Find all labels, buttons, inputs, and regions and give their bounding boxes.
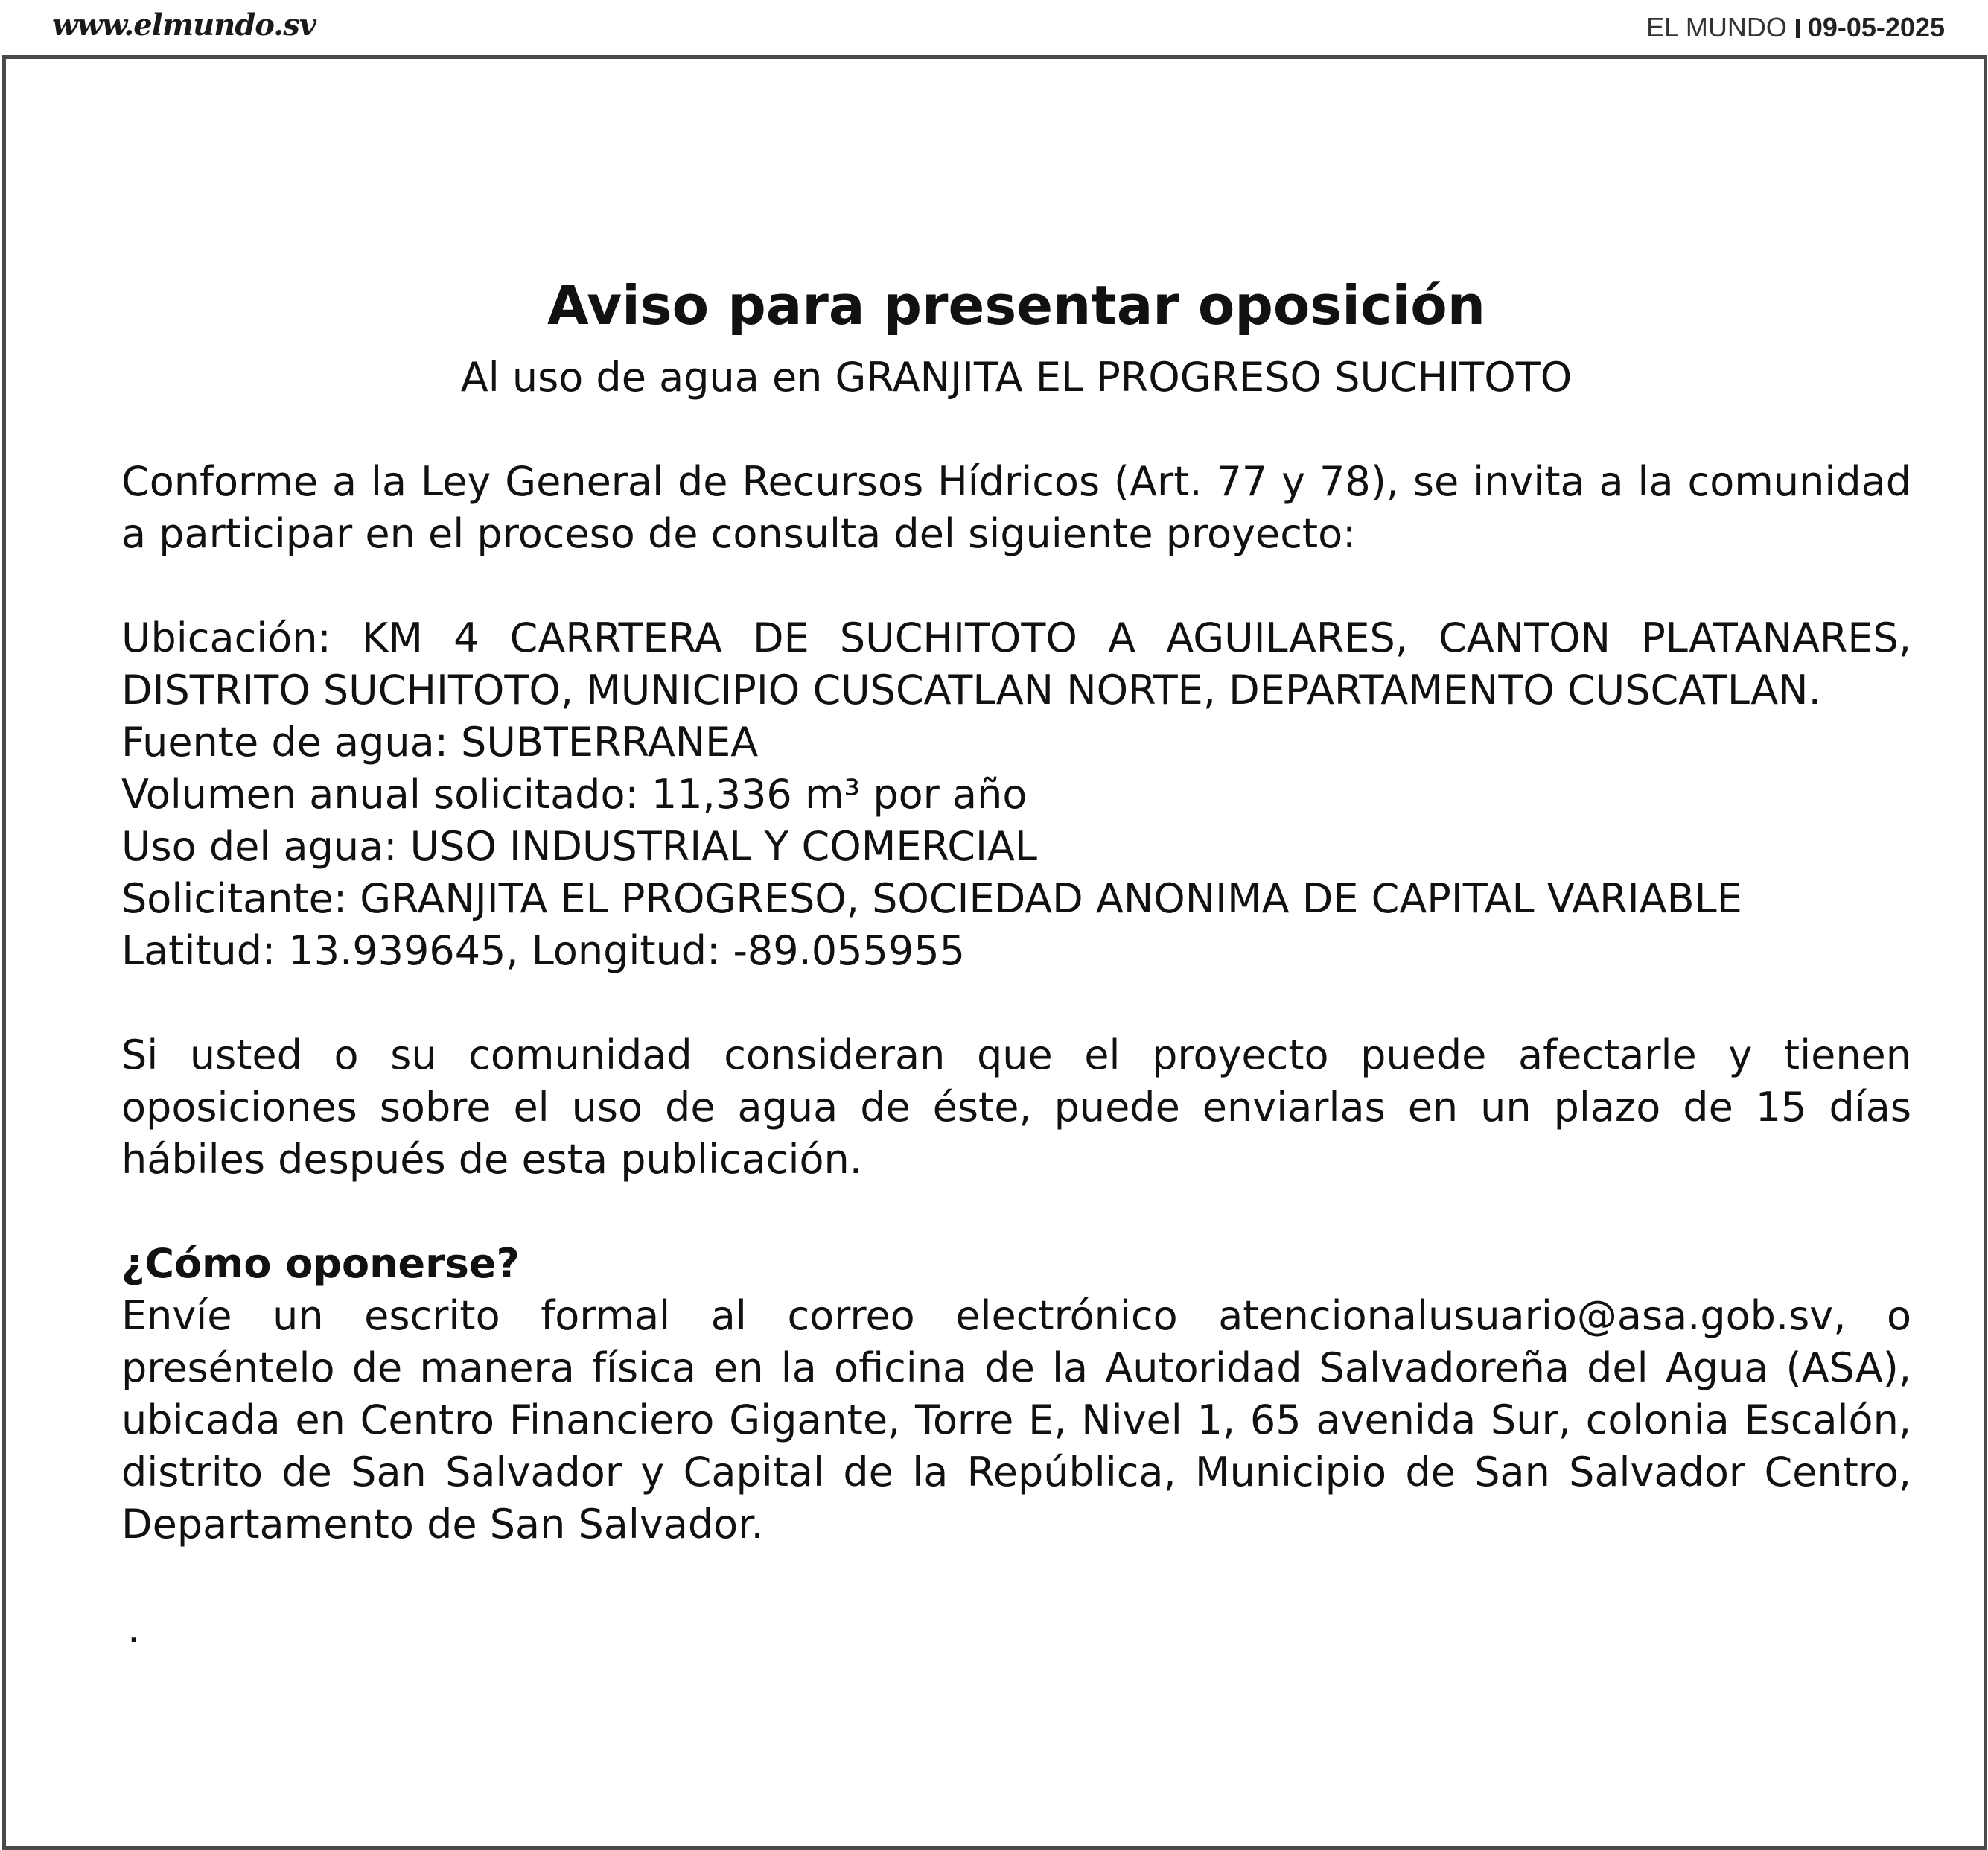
page-header: [0, 0, 1988, 55]
water-use-field: Uso del agua: USO INDUSTRIAL Y COMERCIAL: [121, 823, 1037, 870]
applicant-field: Solicitante: GRANJITA EL PROGRESO, SOCIEDAD ANONIMA DE CAPITAL VARIABLE: [121, 875, 1742, 922]
end-mark: .: [127, 1605, 141, 1652]
publication-date: 09-05-2025: [1807, 12, 1945, 42]
location-field: Ubicación: KM 4 CARRTERA DE SUCHITOTO A AGUILARES, CANTON PLATANARES, DISTRITO SUCHITOTO, MUNICIPIO CUSCATLAN NORTE, DEPARTAMENTO CUSCATLAN.: [121, 614, 1911, 713]
site-url: www.elmundo.sv: [52, 7, 316, 42]
masthead: [1646, 12, 1945, 43]
coordinates-field: Latitud: 13.939645, Longitud: -89.055955: [121, 927, 965, 974]
how-to-object-heading: ¿Cómo oponerse?: [121, 1240, 520, 1287]
spacer: [121, 977, 1911, 1029]
annual-volume-field: Volumen anual solicitado: 11,336 m³ por año: [121, 771, 1028, 818]
objection-paragraph: Si usted o su comunidad consideran que el proyecto puede afectarle y tienen oposiciones sobre el uso de agua de éste, puede enviarlas en un plazo de 15 días hábiles después de esta publicación.: [121, 1032, 1911, 1183]
water-source-field: Fuente de agua: SUBTERRANEA: [121, 719, 759, 766]
notice-subtitle: Al uso de agua en GRANJITA EL PROGRESO SUCHITOTO: [460, 354, 1573, 401]
notice-body: [121, 268, 1911, 1655]
spacer: [121, 1551, 1911, 1603]
spacer: [121, 1186, 1911, 1238]
publication-name: EL MUNDO: [1646, 12, 1787, 42]
masthead-divider: [1796, 19, 1800, 38]
notice-title: Aviso para presentar oposición: [547, 274, 1485, 337]
intro-paragraph: Conforme a la Ley General de Recursos Hídricos (Art. 77 y 78), se invita a la comunidad a participar en el proceso de consulta del siguiente proyecto:: [121, 458, 1911, 557]
spacer: [121, 560, 1911, 612]
spacer: [121, 404, 1911, 456]
how-to-object-paragraph: Envíe un escrito formal al correo electrónico atencionalusuario@asa.gob.sv, o preséntelo de manera física en la oficina de la Autoridad Salvadoreña del Agua (ASA), ubicada en Centro Financiero Gigante, Torre E, Nivel 1, 65 avenida Sur, colonia Escalón, distrito de San Salvador y Capital de la República, Municipio de San Salvador Centro, Departamento de San Salvador.: [121, 1292, 1911, 1548]
